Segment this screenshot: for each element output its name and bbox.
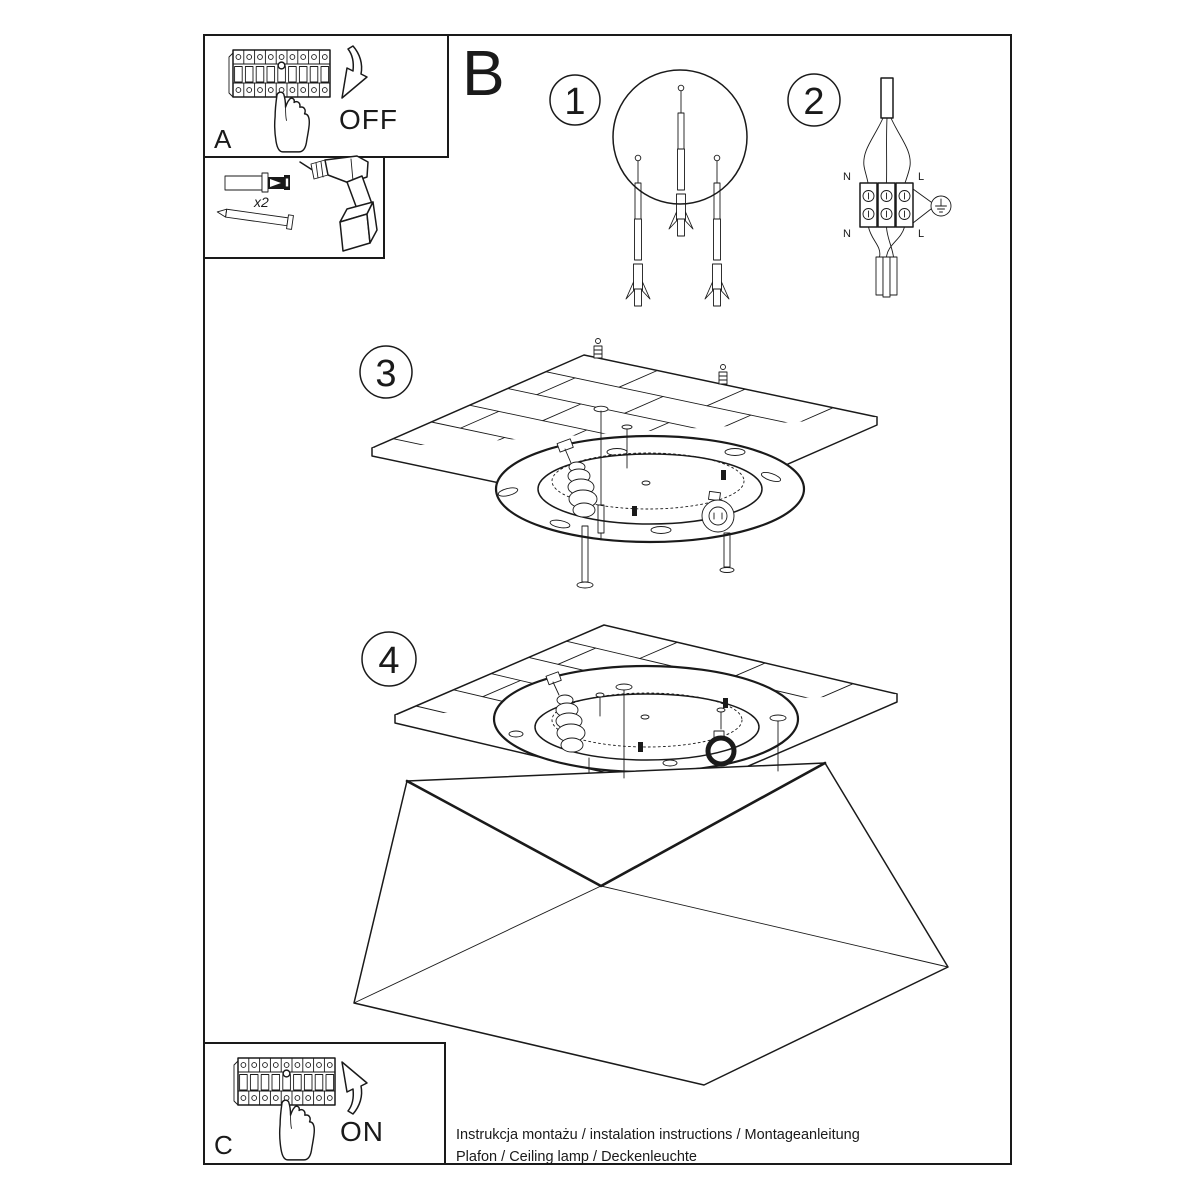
breaker-panel-icon: [229, 50, 330, 97]
breaker-panel-icon: [234, 1058, 335, 1105]
step-3-number: 3: [375, 353, 397, 395]
panel-c-state: ON: [340, 1116, 384, 1147]
footer-line1: Instrukcja montażu / instalation instructions / Montageanleitung: [456, 1127, 860, 1143]
screw-cap: [663, 760, 677, 766]
neutral-label-top: N: [843, 171, 851, 183]
neutral-label-bottom: N: [843, 228, 851, 240]
live-label-top: L: [918, 171, 925, 183]
terminal-block: [860, 183, 913, 227]
screw-cap: [509, 731, 523, 737]
tools-panel: [204, 156, 384, 258]
cable-clip: [723, 698, 728, 708]
panel-a-state: OFF: [339, 104, 398, 135]
quantity-label: x2: [254, 194, 269, 210]
step-1-number: 1: [564, 81, 586, 123]
panel-c: [204, 1043, 445, 1164]
panel-c-label: C: [214, 1130, 233, 1160]
cable-sheath: [881, 78, 893, 118]
panel-a-label: A: [214, 124, 232, 154]
step-2-number: 2: [803, 81, 825, 123]
step-4-number: 4: [378, 640, 400, 682]
live-label-bottom: L: [918, 228, 925, 240]
cable-clip: [721, 470, 726, 480]
panel-a: [204, 35, 448, 157]
cable-clip: [632, 506, 637, 516]
earth-symbol-icon: [931, 196, 951, 216]
section-b-label: B: [462, 37, 505, 109]
cable-clip: [638, 742, 643, 752]
footer-line2: Plafon / Ceiling lamp / Deckenleuchte: [456, 1149, 697, 1165]
